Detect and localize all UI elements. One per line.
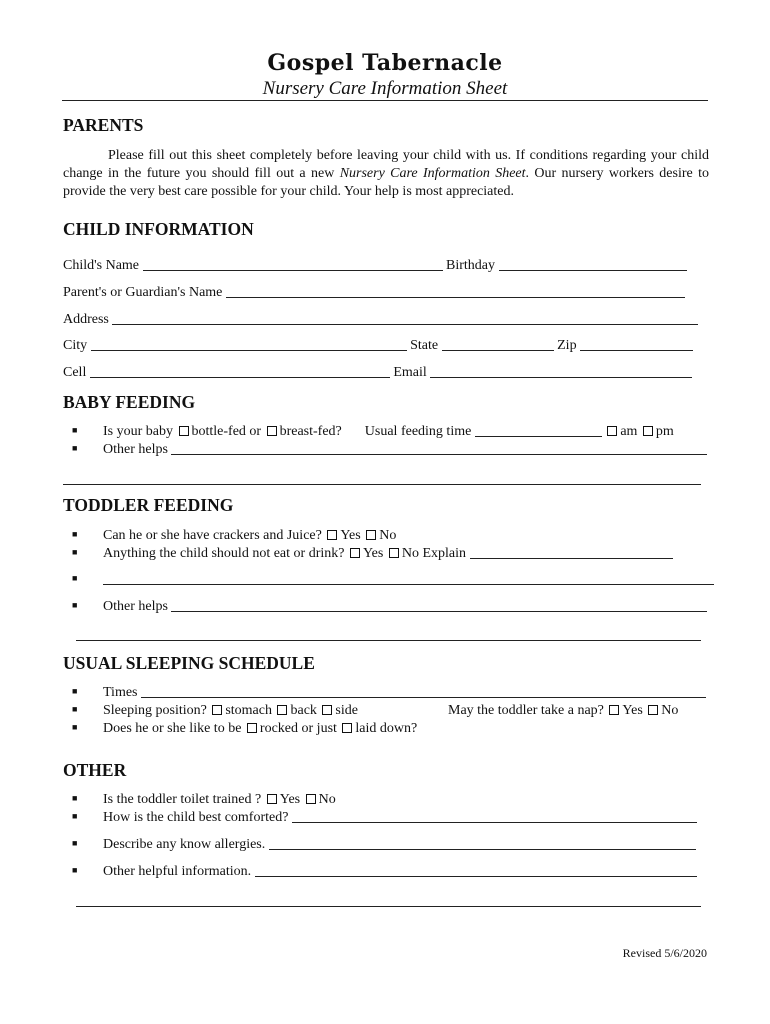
- laid-down-checkbox[interactable]: [342, 723, 352, 733]
- bullet-icon: ■: [72, 865, 78, 875]
- restrict-yes-checkbox[interactable]: [350, 548, 360, 558]
- address-row: [63, 312, 698, 328]
- nap-no-checkbox[interactable]: [648, 705, 658, 715]
- bullet-icon: ■: [72, 600, 78, 610]
- toilet-no-label: No: [318, 792, 336, 807]
- toilet-yes-label: Yes: [279, 792, 301, 807]
- comforted-label: How is the child best comforted?: [103, 810, 289, 825]
- bullet-icon: ■: [72, 704, 78, 714]
- allergies-row: [72, 837, 696, 853]
- child-info-heading: CHILD INFORMATION: [63, 219, 254, 239]
- parents-heading: PARENTS: [63, 115, 144, 135]
- parents-text-em: Nursery Care Information Sheet: [339, 166, 526, 181]
- cell-row: [63, 365, 692, 381]
- usual-feeding-time-field[interactable]: [475, 424, 602, 437]
- guardian-field[interactable]: [226, 285, 685, 298]
- bullet-icon: ■: [72, 811, 78, 821]
- back-checkbox[interactable]: [277, 705, 287, 715]
- stomach-label: stomach: [225, 703, 272, 718]
- address-label: Address: [63, 312, 109, 327]
- back-label: back: [290, 703, 317, 718]
- crackers-no-checkbox[interactable]: [366, 530, 376, 540]
- side-checkbox[interactable]: [322, 705, 332, 715]
- crackers-yes-label: Yes: [340, 528, 361, 543]
- bullet-icon: ■: [72, 425, 78, 435]
- baby-feeding-q1: [72, 424, 674, 440]
- rocked-checkbox[interactable]: [247, 723, 257, 733]
- address-field[interactable]: [112, 312, 698, 325]
- bullet-icon: ■: [72, 529, 78, 539]
- breast-fed-label: breast-fed?: [279, 424, 342, 439]
- sleep-position-row: [72, 703, 358, 719]
- rock-row: [72, 721, 417, 737]
- comforted-field[interactable]: [292, 810, 697, 823]
- sleeping-heading: USUAL SLEEPING SCHEDULE: [63, 653, 315, 673]
- bottle-fed-checkbox[interactable]: [179, 426, 189, 436]
- birthday-label: Birthday: [446, 258, 496, 273]
- helpful-info-extra-line[interactable]: [76, 906, 701, 907]
- parents-text-2: . Our nursery workers desire to provide the very best care possible for your child. Your help is most appreciated.: [63, 166, 709, 199]
- bottle-fed-label: bottle-fed or: [191, 424, 262, 439]
- baby-other-helps-label: Other helps: [103, 442, 168, 457]
- baby-q1-label: Is your baby: [103, 424, 173, 439]
- bullet-icon: ■: [72, 573, 78, 583]
- bullet-icon: ■: [72, 838, 78, 848]
- allergies-field[interactable]: [269, 837, 696, 850]
- zip-field[interactable]: [580, 338, 693, 351]
- toddler-blank-field[interactable]: [103, 572, 714, 585]
- usual-feeding-time-label: Usual feeding time: [364, 424, 472, 439]
- toddler-other-helps-row: [72, 599, 707, 615]
- nap-question-label: May the toddler take a nap?: [448, 703, 604, 718]
- allergies-label: Describe any know allergies.: [103, 837, 266, 852]
- zip-label: Zip: [557, 338, 577, 353]
- birthday-field[interactable]: [499, 258, 687, 271]
- am-label: am: [620, 424, 638, 439]
- state-field[interactable]: [442, 338, 554, 351]
- restrict-yes-label: Yes: [362, 546, 384, 561]
- childs-name-label: Child's Name: [63, 258, 140, 273]
- nap-yes-checkbox[interactable]: [609, 705, 619, 715]
- bullet-icon: ■: [72, 547, 78, 557]
- toddler-q2: [72, 546, 673, 562]
- nap-yes-label: Yes: [622, 703, 643, 718]
- pm-checkbox[interactable]: [643, 426, 653, 436]
- sleep-times-label: Times: [103, 685, 138, 700]
- city-row: [63, 338, 693, 354]
- toddler-other-helps-field[interactable]: [171, 599, 707, 612]
- parents-paragraph: [63, 147, 709, 201]
- crackers-no-label: No: [379, 528, 397, 543]
- toddler-q1: [72, 528, 396, 544]
- stomach-checkbox[interactable]: [212, 705, 222, 715]
- toddler-feeding-heading: TODDLER FEEDING: [63, 495, 234, 515]
- toddler-q2-label: Anything the child should not eat or drink?: [103, 546, 345, 561]
- childs-name-row: [63, 258, 687, 274]
- city-label: City: [63, 338, 88, 353]
- laid-down-label: laid down?: [355, 721, 418, 736]
- nap-no-label: No: [661, 703, 679, 718]
- nap-row: [448, 703, 678, 719]
- comforted-row: [72, 810, 697, 826]
- bullet-icon: ■: [72, 722, 78, 732]
- toilet-no-checkbox[interactable]: [306, 794, 316, 804]
- email-field[interactable]: [430, 365, 692, 378]
- toilet-question-label: Is the toddler toilet trained ?: [103, 792, 262, 807]
- guardian-row: [63, 285, 685, 301]
- side-label: side: [335, 703, 358, 718]
- revised-date: Revised 5/6/2020: [622, 946, 707, 960]
- rocked-label: rocked or just: [259, 721, 337, 736]
- bullet-icon: ■: [72, 443, 78, 453]
- restrict-no-checkbox[interactable]: [389, 548, 399, 558]
- city-field[interactable]: [91, 338, 407, 351]
- bullet-icon: ■: [72, 686, 78, 696]
- cell-field[interactable]: [90, 365, 390, 378]
- rock-question-label: Does he or she like to be: [103, 721, 242, 736]
- sleep-times-row: [72, 685, 706, 701]
- form-subtitle: Nursery Care Information Sheet: [262, 78, 508, 99]
- cell-label: Cell: [63, 365, 87, 380]
- toddler-q1-label: Can he or she have crackers and Juice?: [103, 528, 322, 543]
- other-heading: OTHER: [63, 760, 127, 780]
- sleep-position-label: Sleeping position?: [103, 703, 207, 718]
- explain-label: Explain: [422, 546, 467, 561]
- toddler-other-helps-label: Other helps: [103, 599, 168, 614]
- pm-label: pm: [655, 424, 674, 439]
- crackers-yes-checkbox[interactable]: [327, 530, 337, 540]
- parents-text-1: Please fill out this sheet completely before leaving your child with us. If conditions regarding your child change in the future you should fill out a new: [63, 148, 709, 181]
- helpful-info-label: Other helpful information.: [103, 864, 252, 879]
- explain-field[interactable]: [470, 546, 673, 559]
- org-title: Gospel Tabernacle: [267, 50, 503, 76]
- toilet-row: [72, 792, 336, 808]
- email-label: Email: [393, 365, 427, 380]
- childs-name-field[interactable]: [143, 258, 443, 271]
- bullet-icon: ■: [72, 793, 78, 803]
- header-rule: [62, 100, 708, 101]
- restrict-no-label: No: [401, 546, 419, 561]
- toilet-yes-checkbox[interactable]: [267, 794, 277, 804]
- baby-other-helps-extra-line[interactable]: [63, 484, 701, 485]
- helpful-info-field[interactable]: [255, 864, 697, 877]
- helpful-info-row: [72, 864, 697, 880]
- sleep-times-field[interactable]: [141, 685, 706, 698]
- baby-other-helps-row: [72, 442, 707, 458]
- baby-other-helps-field[interactable]: [171, 442, 707, 455]
- am-checkbox[interactable]: [607, 426, 617, 436]
- baby-feeding-heading: BABY FEEDING: [63, 392, 196, 412]
- toddler-other-helps-extra-line[interactable]: [76, 640, 701, 641]
- breast-fed-checkbox[interactable]: [267, 426, 277, 436]
- state-label: State: [410, 338, 439, 353]
- guardian-label: Parent's or Guardian's Name: [63, 285, 223, 300]
- toddler-blank-row: [72, 572, 714, 588]
